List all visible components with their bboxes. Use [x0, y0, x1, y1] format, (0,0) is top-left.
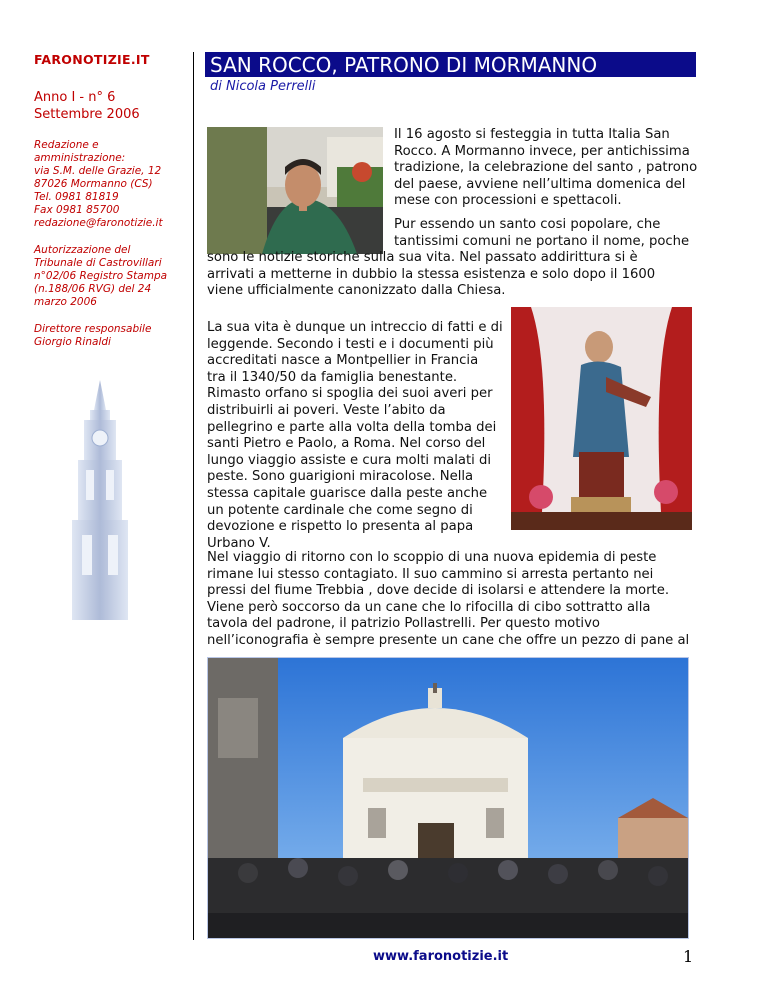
redazione-line: Redazione e: [34, 139, 99, 151]
text-line: tavola del padrone, il patrizio Pollastrelli. Per questo motivo: [207, 616, 600, 632]
text-line: Viene però soccorso da un cane che lo rifocilla di cibo sottratto alla: [207, 599, 651, 615]
paragraph-popularity-top: [394, 217, 694, 250]
issue-number: Anno I - n° 6: [34, 90, 116, 105]
paragraph-life: [207, 320, 507, 552]
text-line: un potente cardinale che come segno di: [207, 502, 473, 518]
text-line: stessa capitale guarisce dalla peste anche: [207, 485, 488, 501]
bell-tower-watermark: [60, 380, 140, 620]
text-line: Nel viaggio di ritorno con lo scoppio di una nuova epidemia di peste: [207, 550, 657, 565]
redazione-email[interactable]: redazione@faronotizie.it: [34, 217, 163, 229]
issue-date: Settembre 2006: [34, 107, 140, 122]
text-line: Pur essendo un santo cosi popolare, che: [394, 217, 661, 232]
text-line: sono le notizie storiche sulla sua vita. Nel passato addirittura si è: [207, 250, 638, 265]
text-line: pressi del fiume Trebbia , dove decide di isolarsi e attendere la morte.: [207, 583, 670, 599]
redazione-line: amministrazione:: [34, 152, 126, 164]
text-line: Rimasto orfano si spoglia dei suoi averi per: [207, 386, 493, 402]
footer-website-link[interactable]: www.faronotizie.it: [373, 949, 509, 964]
text-line: del paese, avviene nell’ultima domenica del: [394, 176, 686, 192]
author-photo: [207, 127, 383, 254]
autorizzazione-block: [34, 244, 184, 309]
text-line: rimane lui stesso contagiato. Il suo cammino si arresta pertanto nei: [207, 566, 654, 582]
text-line: nell’iconografia è sempre presente un cane che offre un pezzo di pane al: [207, 632, 690, 648]
direttore-name: Giorgio Rinaldi: [34, 336, 111, 348]
redazione-block: [34, 139, 184, 230]
article-title: SAN ROCCO, PATRONO DI MORMANNO: [210, 53, 598, 77]
text-line: La sua vita è dunque un intreccio di fatti e di: [207, 320, 503, 335]
page-number: 1: [683, 947, 694, 966]
masthead-brand: FARONOTIZIE.IT: [34, 52, 150, 67]
redazione-line: Fax 0981 85700: [34, 204, 120, 216]
san-rocco-statue-photo: [511, 307, 692, 530]
redazione-line: via S.M. delle Grazie, 12: [34, 165, 162, 177]
paragraph-journey: [207, 550, 697, 650]
church-procession-photo: [207, 657, 689, 939]
text-line: devozione e rispetto lo presenta al papa: [207, 519, 474, 535]
redazione-line: Tel. 0981 81819: [34, 191, 119, 203]
text-line: pellegrino e parte alla volta della tomba dei: [207, 419, 497, 435]
text-line: Urbano V.: [207, 535, 271, 551]
paragraph-intro: [394, 127, 698, 210]
column-divider: [193, 52, 194, 940]
autorizzazione-line: n°02/06 Registro Stampa: [34, 270, 168, 282]
text-line: Rocco. A Mormanno invece, per antichissima: [394, 143, 690, 159]
text-line: viene ufficialmente canonizzato dalla Chiesa.: [207, 283, 506, 299]
text-line: santi Pietro e Paolo, a Roma. Nel corso del: [207, 436, 486, 452]
text-line: leggende. Secondo i testi e i documenti più: [207, 336, 494, 352]
article-byline: di Nicola Perrelli: [210, 79, 316, 94]
text-line: tantissimi comuni ne portano il nome, poche: [394, 233, 690, 249]
text-line: accreditati nasce a Montpellier in Francia: [207, 353, 479, 369]
direttore-label: Direttore responsabile: [34, 323, 152, 335]
text-line: peste. Sono guarigioni miracolose. Nella: [207, 469, 474, 485]
text-line: tradizione, la celebrazione del santo , patrono: [394, 160, 698, 176]
redazione-line: 87026 Mormanno (CS): [34, 178, 153, 190]
text-line: lungo viaggio assiste e cura molti malati di: [207, 452, 492, 468]
text-line: arrivati a metterne in dubbio la stessa esistenza e solo dopo il 1600: [207, 266, 656, 282]
text-line: distribuirli ai poveri. Veste l’abito da: [207, 402, 446, 418]
text-line: tra il 1340/50 da famiglia benestante.: [207, 369, 458, 385]
paragraph-popularity-bottom: [207, 250, 707, 300]
autorizzazione-line: marzo 2006: [34, 296, 97, 308]
autorizzazione-line: Tribunale di Castrovillari: [34, 257, 162, 269]
sidebar: [34, 52, 184, 349]
text-line: Il 16 agosto si festeggia in tutta Italia San: [394, 127, 670, 142]
text-line: mese con processioni e spettacoli.: [394, 193, 622, 209]
issue-info: [34, 89, 184, 123]
direttore-block: [34, 323, 184, 349]
autorizzazione-line: (n.188/06 RVG) del 24: [34, 283, 152, 295]
autorizzazione-line: Autorizzazione del: [34, 244, 131, 256]
